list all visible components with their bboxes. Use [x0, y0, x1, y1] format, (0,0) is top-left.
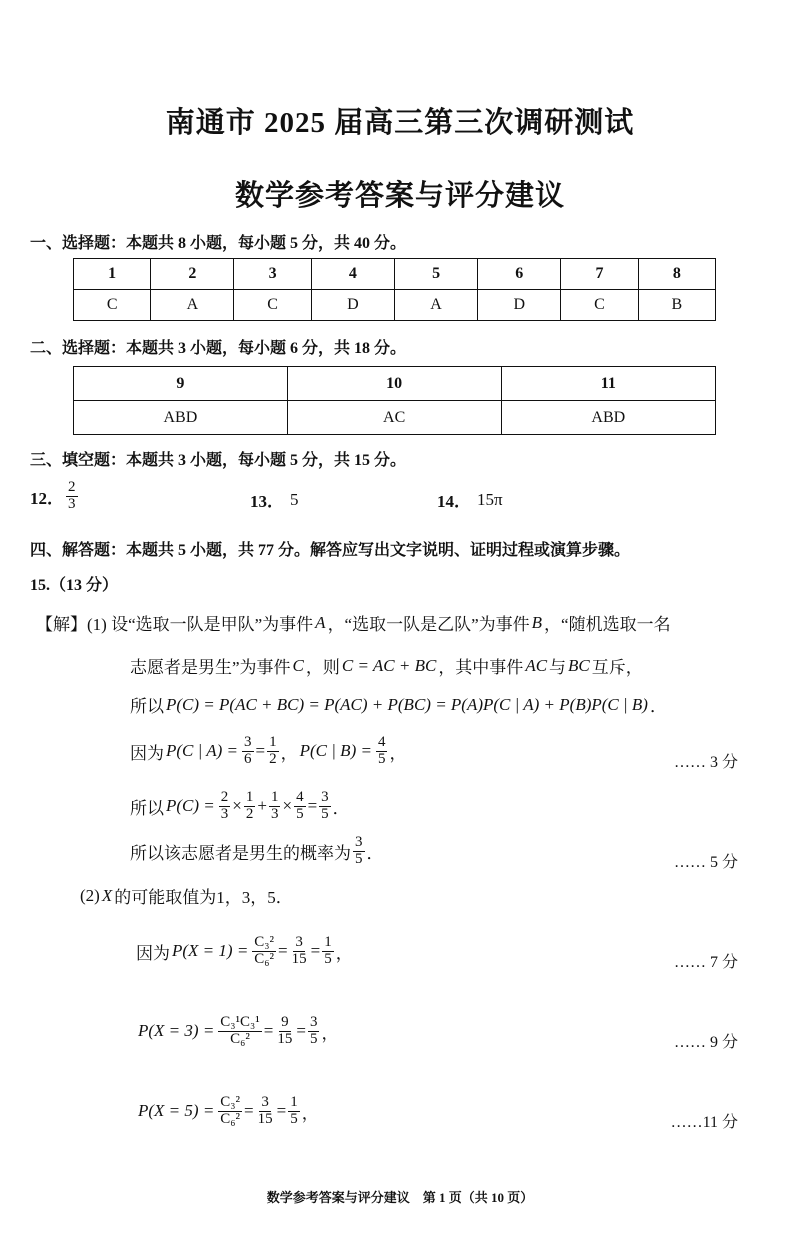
answer-cell: A — [151, 290, 234, 321]
denominator: 3 — [68, 495, 76, 512]
numerator: C₃² — [220, 1094, 241, 1110]
denominator: 15 — [277, 1030, 293, 1047]
denominator: 3 — [220, 805, 229, 822]
fraction — [252, 935, 276, 968]
score-marker: …… 9 分 — [673, 1034, 738, 1051]
solution-text: ． — [366, 843, 384, 863]
section2-heading: 二、选择题：本题共 3 小题，每小题 6 分，共 18 分。 — [30, 340, 407, 357]
numerator: 1 — [290, 1094, 298, 1110]
solution-text: = — [310, 941, 321, 961]
question-number: 6 — [478, 259, 561, 290]
math-expression: BC — [568, 655, 590, 675]
answer-q14 — [437, 487, 503, 512]
q14-label: 14． — [437, 492, 471, 511]
math-expression: P(X = 1) = — [172, 941, 249, 961]
document-subtitle: 数学参考答案与评分建议 — [234, 180, 565, 212]
score-marker: ……11 分 — [670, 1114, 738, 1131]
solution-text: = — [278, 941, 288, 961]
fraction — [242, 735, 254, 768]
solution-text: 的可能取值为1，3，5． — [114, 888, 293, 907]
numerator: 4 — [296, 789, 304, 805]
math-expression: P(X = 5) = — [138, 1101, 215, 1121]
fraction — [290, 935, 309, 968]
solution-text: = — [276, 1101, 287, 1121]
document-title: 南通市 2025 届高三第三次调研测试 — [165, 107, 635, 139]
numerator: 1 — [324, 934, 332, 950]
solution-text: = — [307, 796, 318, 816]
solution-line — [80, 883, 293, 908]
question-number: 8 — [638, 259, 715, 290]
numerator: 3 — [244, 734, 252, 750]
solution-text: ， — [301, 1103, 319, 1123]
fraction — [376, 735, 388, 768]
denominator: 6 — [244, 750, 252, 767]
solution-line — [130, 653, 643, 678]
numerator: C₃² — [254, 934, 275, 950]
section4-heading: 四、解答题：本题共 5 小题，共 77 分。解答应写出文字说明、证明过程或演算步骤。 — [30, 542, 631, 559]
answer-cell: A — [394, 290, 477, 321]
question-number: 3 — [234, 259, 311, 290]
fraction — [353, 835, 365, 868]
numerator: 3 — [309, 1014, 318, 1030]
denominator: 5 — [321, 805, 329, 822]
fraction — [218, 1095, 242, 1128]
numerator: 9 — [281, 1014, 289, 1030]
solution-text: 互斥， — [591, 658, 643, 677]
fraction — [288, 1095, 300, 1128]
q12-label: 12． — [30, 488, 64, 508]
denominator: 5 — [290, 1110, 298, 1127]
question-number: 1 — [74, 259, 151, 290]
fraction — [267, 735, 279, 768]
answer-cell: C — [234, 290, 311, 321]
question-number: 2 — [151, 259, 234, 290]
math-expression: P(C) = P(AC + BC) = P(AC) + P(BC) = P(A)P(C | A) + P(B)P(C | B) — [166, 694, 648, 714]
solution-text: = — [244, 1101, 254, 1121]
question-number: 11 — [501, 367, 715, 401]
fraction — [218, 1015, 261, 1048]
fraction — [322, 935, 334, 968]
solution-text: 所以 — [130, 697, 164, 716]
math-expression: B — [531, 612, 543, 632]
section1-answer-table — [73, 258, 716, 321]
solution-line — [130, 692, 667, 717]
page-footer: 数学参考答案与评分建议 第 1 页（共 10 页） — [266, 1190, 534, 1205]
solution-text: 志愿者是男生”为事件 — [130, 658, 291, 677]
math-expression: P(C) = — [166, 796, 215, 816]
denominator: 15 — [257, 1110, 273, 1127]
numerator: 1 — [245, 789, 254, 805]
fraction — [256, 1095, 275, 1128]
solution-line — [136, 935, 353, 968]
math-expression: X — [101, 885, 113, 905]
math-expression: P(C | A) = — [166, 741, 239, 761]
answer-q12 — [30, 480, 80, 513]
question-number: 7 — [561, 259, 638, 290]
answer-cell: C — [561, 290, 638, 321]
denominator: 2 — [269, 750, 277, 767]
answer-cell: D — [311, 290, 394, 321]
numerator: 3 — [261, 1094, 269, 1110]
math-expression: P(X = 3) = — [138, 1021, 215, 1041]
answer-cell: AC — [287, 401, 501, 435]
answer-q13 — [250, 487, 299, 512]
solution-text: = — [296, 1021, 306, 1041]
denominator: 5 — [377, 750, 386, 767]
denominator: 15 — [291, 950, 307, 967]
numerator: 3 — [355, 834, 363, 850]
table-row-answers — [74, 290, 716, 321]
solution-text: ，则 — [305, 658, 340, 677]
math-expression: C — [292, 655, 304, 675]
solution-text: = — [255, 741, 266, 761]
solution-text: ． — [649, 697, 667, 716]
solution-text: ，“随机选取一名 — [544, 615, 671, 634]
numerator: 3 — [321, 789, 329, 805]
solution-text: (2) — [80, 885, 100, 905]
fraction — [308, 1015, 320, 1048]
fraction — [244, 790, 256, 823]
math-expression: AC — [525, 655, 548, 675]
solution-text: ， — [389, 743, 407, 763]
solution-text: × — [232, 796, 242, 816]
denominator: 5 — [296, 805, 304, 822]
table-row-answers — [74, 401, 716, 435]
answer-cell: ABD — [74, 401, 288, 435]
solution-text: 【解】(1) 设“选取一队是甲队”为事件 — [36, 615, 314, 634]
solution-text: ， — [321, 1023, 339, 1043]
solution-text: 因为 — [130, 743, 164, 763]
numerator: 1 — [270, 789, 279, 805]
solution-text: + — [257, 796, 267, 816]
solution-line — [136, 1095, 319, 1128]
denominator: 2 — [245, 805, 254, 822]
math-expression: A — [315, 612, 326, 632]
solution-line — [130, 790, 350, 823]
score-marker: …… 3 分 — [673, 754, 738, 771]
fraction — [269, 790, 281, 823]
q13-label: 13． — [250, 492, 284, 511]
solution-text: × — [282, 796, 293, 816]
q15-label: 15.（13 分） — [30, 577, 119, 594]
solution-line — [136, 1015, 338, 1048]
numerator: C₃¹C₃¹ — [220, 1014, 260, 1030]
solution-text: ， — [280, 743, 298, 763]
solution-text: ，“选取一队是乙队”为事件 — [327, 615, 530, 634]
section2-answer-table — [73, 366, 716, 435]
fraction — [275, 1015, 294, 1048]
solution-text: ． — [332, 798, 350, 818]
table-row-numbers — [74, 259, 716, 290]
math-expression: P(C | B) = — [299, 741, 372, 761]
solution-text: 所以 — [130, 798, 164, 818]
question-number: 5 — [394, 259, 477, 290]
solution-line — [130, 735, 406, 768]
denominator: 5 — [309, 1030, 318, 1047]
denominator: C₆² — [220, 1110, 241, 1127]
numerator: 2 — [68, 479, 76, 495]
numerator: 4 — [377, 734, 386, 750]
table-row-numbers — [74, 367, 716, 401]
solution-text: ， — [335, 943, 353, 963]
score-marker: …… 5 分 — [673, 854, 738, 871]
denominator: C₆² — [254, 950, 275, 967]
solution-text: 所以该志愿者是男生的概率为 — [130, 843, 351, 863]
solution-text: 与 — [549, 658, 567, 677]
denominator: C₆² — [230, 1030, 250, 1047]
solution-line — [36, 610, 671, 635]
fraction — [294, 790, 306, 823]
q12-fraction — [66, 480, 78, 513]
question-number: 10 — [287, 367, 501, 401]
fraction — [319, 790, 331, 823]
answer-cell: ABD — [501, 401, 715, 435]
score-marker: …… 7 分 — [673, 954, 738, 971]
denominator: 5 — [355, 850, 363, 867]
numerator: 3 — [295, 934, 303, 950]
numerator: 1 — [269, 734, 277, 750]
question-number: 9 — [74, 367, 288, 401]
section1-heading: 一、选择题：本题共 8 小题，每小题 5 分，共 40 分。 — [30, 235, 407, 252]
fraction — [219, 790, 231, 823]
answer-cell: C — [74, 290, 151, 321]
solution-text: 因为 — [136, 943, 170, 963]
denominator: 3 — [270, 805, 279, 822]
numerator: 2 — [220, 789, 229, 805]
solution-line — [130, 835, 384, 868]
section3-heading: 三、填空题：本题共 3 小题，每小题 5 分，共 15 分。 — [30, 452, 407, 469]
answer-cell: B — [638, 290, 715, 321]
question-number: 4 — [311, 259, 394, 290]
answer-cell: D — [478, 290, 561, 321]
denominator: 5 — [324, 950, 332, 967]
solution-text: = — [263, 1021, 274, 1041]
q13-answer: 5 — [290, 489, 299, 509]
math-expression: C = AC + BC — [341, 655, 437, 675]
q14-answer: 15π — [477, 489, 503, 509]
solution-text: ，其中事件 — [438, 658, 524, 677]
